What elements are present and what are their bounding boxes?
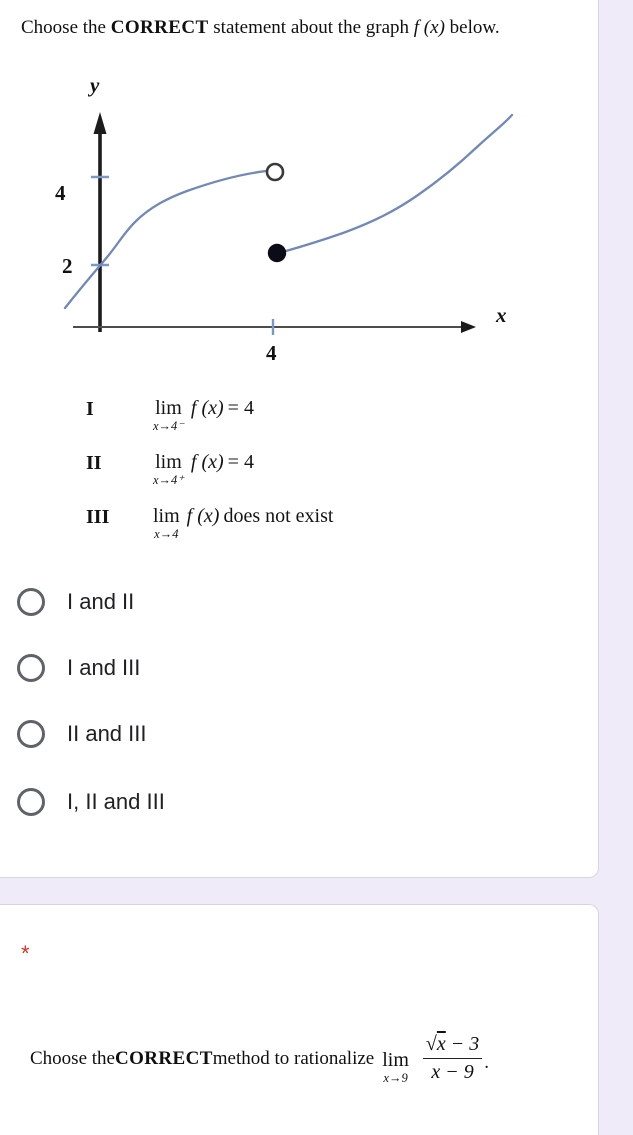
statement-row-3 bbox=[86, 506, 333, 541]
sentence-period: . bbox=[484, 1052, 490, 1073]
statement-numeral: I bbox=[86, 398, 94, 420]
radio-button-icon[interactable] bbox=[17, 588, 45, 616]
required-asterisk: * bbox=[21, 941, 30, 966]
statement-body: f (x) = 4 bbox=[190, 451, 254, 473]
y-axis-arrow-icon bbox=[94, 112, 107, 134]
limit-notation: lim x→4⁺ bbox=[153, 451, 184, 487]
question-title-part: Choose the bbox=[30, 1047, 115, 1069]
limit-notation: lim x→4⁻ bbox=[153, 397, 184, 433]
x-tick-label-4: 4 bbox=[266, 341, 277, 365]
statement-row-2 bbox=[86, 452, 254, 487]
statement-numeral: III bbox=[86, 506, 110, 528]
statement-row-1 bbox=[86, 398, 254, 433]
radio-option-label[interactable]: II and III bbox=[67, 721, 147, 746]
radio-option-4[interactable] bbox=[17, 788, 165, 816]
radical-sign: √ bbox=[425, 1033, 437, 1055]
question-title-part: statement about the graph bbox=[208, 17, 414, 38]
statement-body: f (x) = 4 bbox=[190, 397, 254, 419]
radio-option-label[interactable]: I and III bbox=[67, 655, 141, 680]
radio-button-icon[interactable] bbox=[17, 720, 45, 748]
curve-left-branch bbox=[65, 171, 266, 308]
statement-numeral: II bbox=[86, 452, 102, 474]
x-axis-label: x bbox=[496, 303, 507, 327]
question-title-emphasis: CORRECT bbox=[114, 1047, 213, 1069]
closed-point bbox=[268, 244, 286, 262]
radio-button-icon[interactable] bbox=[17, 654, 45, 682]
y-tick-label-2: 2 bbox=[62, 254, 73, 278]
function-graph bbox=[35, 70, 525, 370]
radio-option-label[interactable]: I, II and III bbox=[67, 789, 165, 814]
radio-option-3[interactable] bbox=[17, 720, 147, 748]
function-notation: f (x) bbox=[413, 17, 445, 38]
radio-button-icon[interactable] bbox=[17, 788, 45, 816]
question-title bbox=[30, 1033, 489, 1084]
radio-option-1[interactable] bbox=[17, 588, 134, 616]
y-tick-label-4: 4 bbox=[55, 181, 66, 205]
question-card bbox=[0, 904, 599, 1135]
question-title bbox=[21, 16, 581, 41]
curve-right-branch bbox=[286, 115, 512, 251]
question-title-part: Choose the bbox=[21, 17, 111, 38]
question-title-part: below. bbox=[444, 17, 500, 38]
y-axis-label: y bbox=[90, 73, 100, 97]
fraction-denominator: x − 9 bbox=[423, 1058, 481, 1084]
fraction bbox=[423, 1033, 482, 1084]
limit-notation: lim x→9 bbox=[382, 1049, 409, 1086]
x-axis-arrow-icon bbox=[461, 321, 476, 333]
statement-body: f (x) does not exist bbox=[186, 505, 334, 527]
open-point bbox=[267, 164, 283, 180]
limit-notation: lim x→4 bbox=[153, 505, 180, 541]
question-title-part: method to rationalize bbox=[212, 1047, 375, 1069]
question-title-emphasis: CORRECT bbox=[110, 17, 209, 38]
radio-option-label[interactable]: I and II bbox=[67, 589, 135, 614]
radio-option-2[interactable] bbox=[17, 654, 140, 682]
fraction-numerator: √x − 3 bbox=[425, 1033, 480, 1055]
